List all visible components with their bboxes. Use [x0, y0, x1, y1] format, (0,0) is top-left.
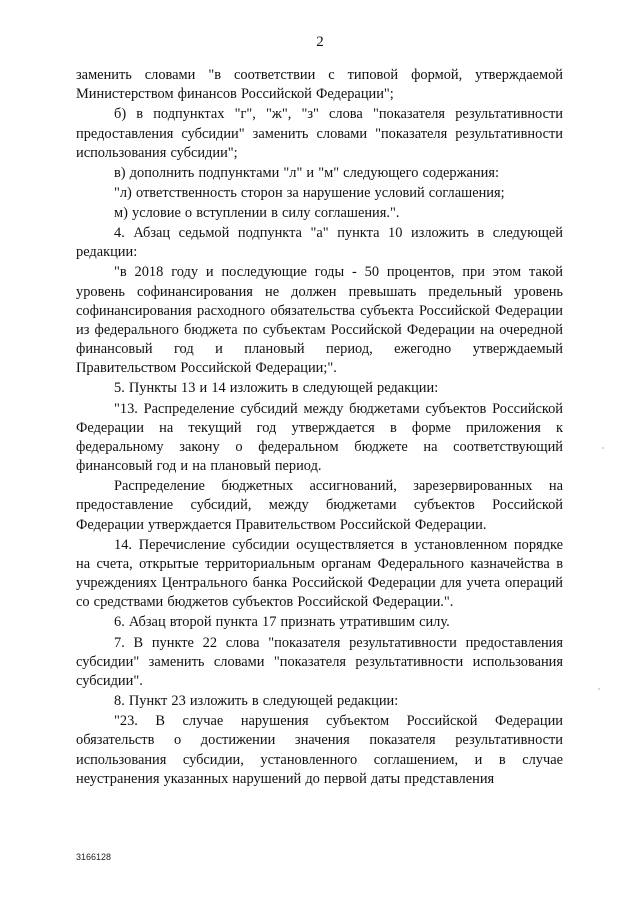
paragraph-item-7: 7. В пункте 22 слова "показателя результативности предоставления субсидии" заменить словами "показателя результативности использования субсидии". [76, 634, 563, 689]
page-number: 2 [316, 34, 324, 50]
paragraph-continuation: заменить словами "в соответствии с типовой формой, утверждаемой Министерством финансов Российской Федерации"; [76, 67, 563, 103]
paragraph-item-8: 8. Пункт 23 изложить в следующей редакции: [114, 693, 399, 710]
document-body [76, 66, 563, 789]
paragraph-item-6: 6. Абзац второй пункта 17 признать утратившим силу. [114, 614, 450, 631]
paragraph-point-23: "23. В случае нарушения субъектом Российской Федерации обязательств о достижении значения показателя результативности использования субсидии, установленного соглашением, и в случае неустранения указанных нарушений до первой даты представления [76, 713, 563, 787]
paragraph-item-4-quote: "в 2018 году и последующие годы - 50 процентов, при этом такой уровень софинансирования не должен превышать предельный уровень софинансирования расходного обязательства субъекта Российской Федерации из федерального бюджета по субъектам Российской Федерации на очередной финансовый год и плановый период, ежегодно утверждаемый Правительством Российской Федерации;". [76, 264, 563, 377]
paragraph-item-4: 4. Абзац седьмой подпункта "а" пункта 10 изложить в следующей редакции: [76, 225, 563, 261]
paragraph-subitem-l: "л) ответственность сторон за нарушение условий соглашения; [114, 184, 505, 201]
scan-speck [598, 688, 600, 690]
paragraph-item-5: 5. Пункты 13 и 14 изложить в следующей редакции: [114, 380, 439, 397]
paragraph-amendment-b: б) в подпунктах "г", "ж", "з" слова "показателя результативности предоставления субсидии" заменить словами "показателя результативности использования субсидии"; [76, 106, 563, 161]
footer-document-code: 3166128 [76, 852, 112, 862]
paragraph-point-13-distribution: Распределение бюджетных ассигнований, зарезервированных на предоставление субсидий, между бюджетами субъектов Российской Федерации утверждается Правительством Российской Федерации. [76, 478, 563, 533]
paragraph-point-13: "13. Распределение субсидий между бюджетами субъектов Российской Федерации на текущий год утверждается в форме приложения к федеральному закону о федеральном бюджете на соответствующий финансовый год и на плановый период. [76, 400, 563, 475]
paragraph-amendment-v: в) дополнить подпунктами "л" и "м" следующего содержания: [114, 164, 499, 181]
paragraph-point-14: 14. Перечисление субсидии осуществляется в установленном порядке на счета, открытые территориальным органам Федерального казначейства в учреждениях Центрального банка Российской Федерации для учета операций со средствами бюджетов субъектов Российской Федерации.". [76, 536, 563, 611]
paragraph-subitem-m: м) условие о вступлении в силу соглашения.". [114, 204, 400, 221]
scan-speck [602, 447, 604, 449]
